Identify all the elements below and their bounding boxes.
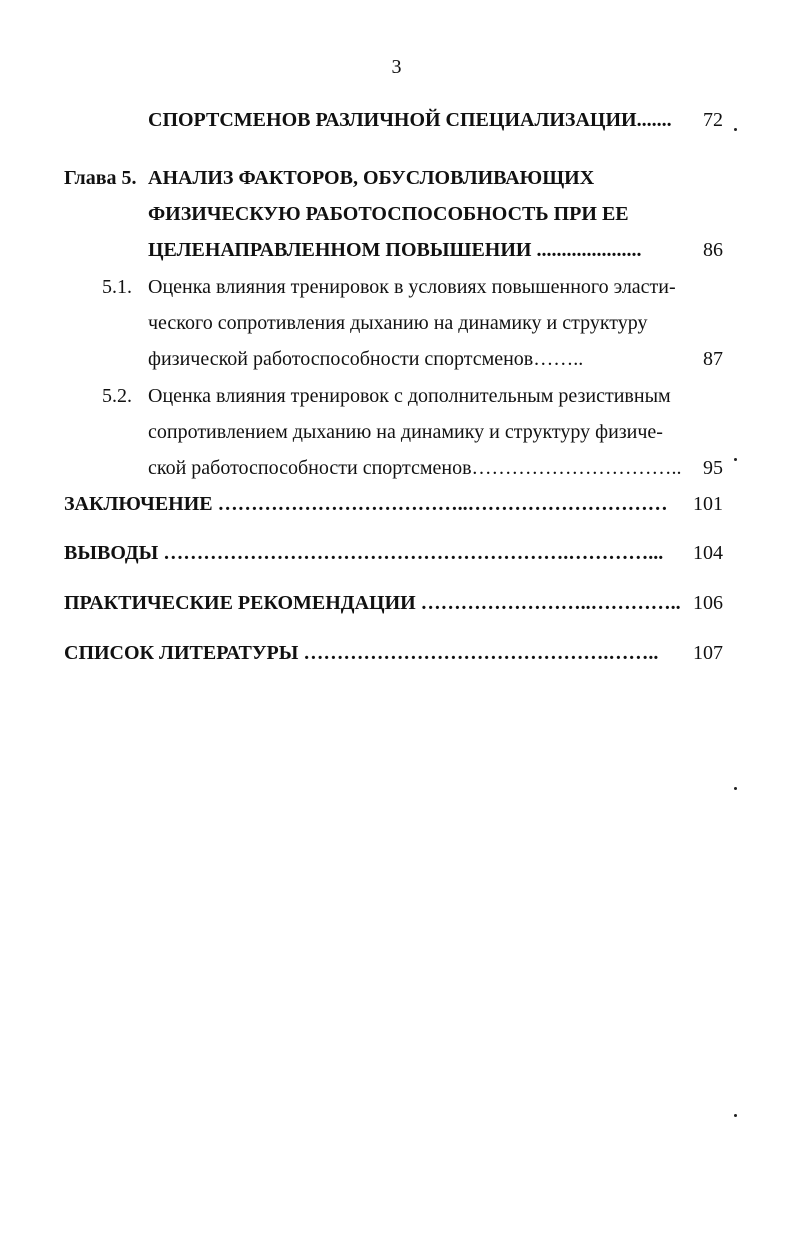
toc-chapter5-page: 86 — [703, 239, 723, 261]
toc-section5-2-line3: ской работоспособности спортсменов………………………….. — [148, 457, 682, 479]
toc-section5-2-line1: Оценка влияния тренировок с дополнительным резистивным — [148, 385, 671, 407]
toc-section5-2-number: 5.2. — [102, 385, 132, 407]
toc-chapter5-label: Глава 5. — [64, 167, 137, 189]
toc-section5-1-line1: Оценка влияния тренировок в условиях повышенного эласти- — [148, 276, 676, 298]
page-number: 3 — [391, 56, 402, 78]
toc-findings-page: 104 — [693, 542, 723, 564]
toc-chapter4-tail-title: СПОРТСМЕНОВ РАЗЛИЧНОЙ СПЕЦИАЛИЗАЦИИ....... — [148, 109, 672, 131]
toc-chapter5-title-line3: ЦЕЛЕНАПРАВЛЕННОМ ПОВЫШЕНИИ ..................... — [148, 239, 642, 261]
toc-recommendations-title: ПРАКТИЧЕСКИЕ РЕКОМЕНДАЦИИ ……………………..………….. — [64, 592, 681, 614]
toc-chapter4-tail-page: 72 — [703, 109, 723, 131]
toc-findings-title: ВЫВОДЫ …………………………………………………….…………... — [64, 542, 664, 564]
toc-conclusion-page: 101 — [693, 493, 723, 515]
toc-chapter5-title-line2: ФИЗИЧЕСКУЮ РАБОТОСПОСОБНОСТЬ ПРИ ЕЕ — [148, 203, 629, 225]
scan-speck — [734, 1114, 737, 1117]
toc-recommendations-page: 106 — [693, 592, 723, 614]
toc-section5-1-line3: физической работоспособности спортсменов…….. — [148, 348, 584, 370]
toc-chapter5-title-line1: АНАЛИЗ ФАКТОРОВ, ОБУСЛОВЛИВАЮЩИХ — [148, 167, 595, 189]
toc-section5-2-line2: сопротивлением дыханию на динамику и структуру физиче- — [148, 421, 663, 443]
scan-speck — [734, 787, 737, 790]
toc-section5-1-number: 5.1. — [102, 276, 132, 298]
toc-references-page: 107 — [693, 642, 723, 664]
scan-speck — [734, 458, 737, 461]
toc-conclusion-title: ЗАКЛЮЧЕНИЕ ………………………………..………………………… — [64, 493, 668, 515]
toc-section5-2-page: 95 — [703, 457, 723, 479]
scan-speck — [734, 128, 737, 131]
toc-section5-1-line2: ческого сопротивления дыханию на динамику и структуру — [148, 312, 648, 334]
toc-section5-1-page: 87 — [703, 348, 723, 370]
toc-references-title: СПИСОК ЛИТЕРАТУРЫ ……………………………………….…….. — [64, 642, 659, 664]
